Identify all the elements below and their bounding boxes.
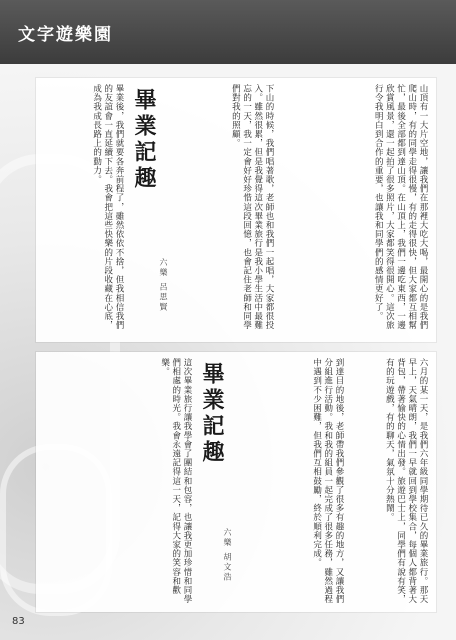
article-top-body-right: 山頂有一大片空地，讓我們在那裡大吃大喝，最開心的是我們爬山時，有的同學走得很慢，有的走得很快，但大家都互相幫忙，最後全部都到達山頂。在山頂上，我們一邊吃東西，一邊欣賞風景，還一起拍了很多照片，大家都笑得很開心。這次旅行令我明白到合作的重要，也讓我和同學們的感情更好了。 (373, 84, 428, 330)
article-bottom-byline: 六樂 胡文浩 (223, 528, 232, 583)
article-top-body-mid: 下山的時候，我們唱著歌，老師也和我們一起唱，大家都很投入。雖然很累，但是我覺得這次畢業旅行是我小學生活中最難忘的一天，我一定會好好珍惜這段回憶，也會記住老師和同學們對我的照顧。 (230, 84, 274, 330)
article-bottom-heading: 畢業記趣 (199, 362, 224, 466)
page-number: 83 (12, 616, 25, 627)
section-title: 文字遊樂園 (18, 25, 113, 45)
article-top-byline: 六樂 呂思賢 (159, 258, 168, 313)
article-top-heading: 畢業記趣 (131, 88, 156, 192)
article-bottom-body-left: 這次畢業旅行讓我學會了團結和包容，也讓我更加珍惜和同學們相處的時光。我會永遠記得這一天，記得大家的笑容和歡樂。 (159, 358, 192, 604)
article-bottom-body-right: 六月的某一天，是我們六年級同學期待已久的畢業旅行。那天早上，天氣晴朗，我們一早就回到學校集合，每個人都背著大背包，帶著愉快的心情出發。旅遊巴士上，同學們有說有笑，有的玩遊戲，有的聊天，氣氛十分熱鬧。 (384, 358, 428, 604)
article-top (36, 78, 436, 342)
page-banner (0, 0, 456, 64)
article-top-body-left: 畢業後，我們就要各奔前程了，雖然依依不捨，但我相信我們的友誼會一直延續下去。我會把這些快樂的片段收藏在心底，成為我成長路上的動力。 (91, 84, 124, 330)
article-bottom (36, 352, 436, 612)
article-bottom-body-mid: 到達目的地後，老師帶我們參觀了很多有趣的地方，又讓我們分組進行活動。我和我的組員一起完成了很多任務，雖然過程中遇到不少困難，但我們互相鼓勵，終於順利完成。 (311, 358, 344, 604)
